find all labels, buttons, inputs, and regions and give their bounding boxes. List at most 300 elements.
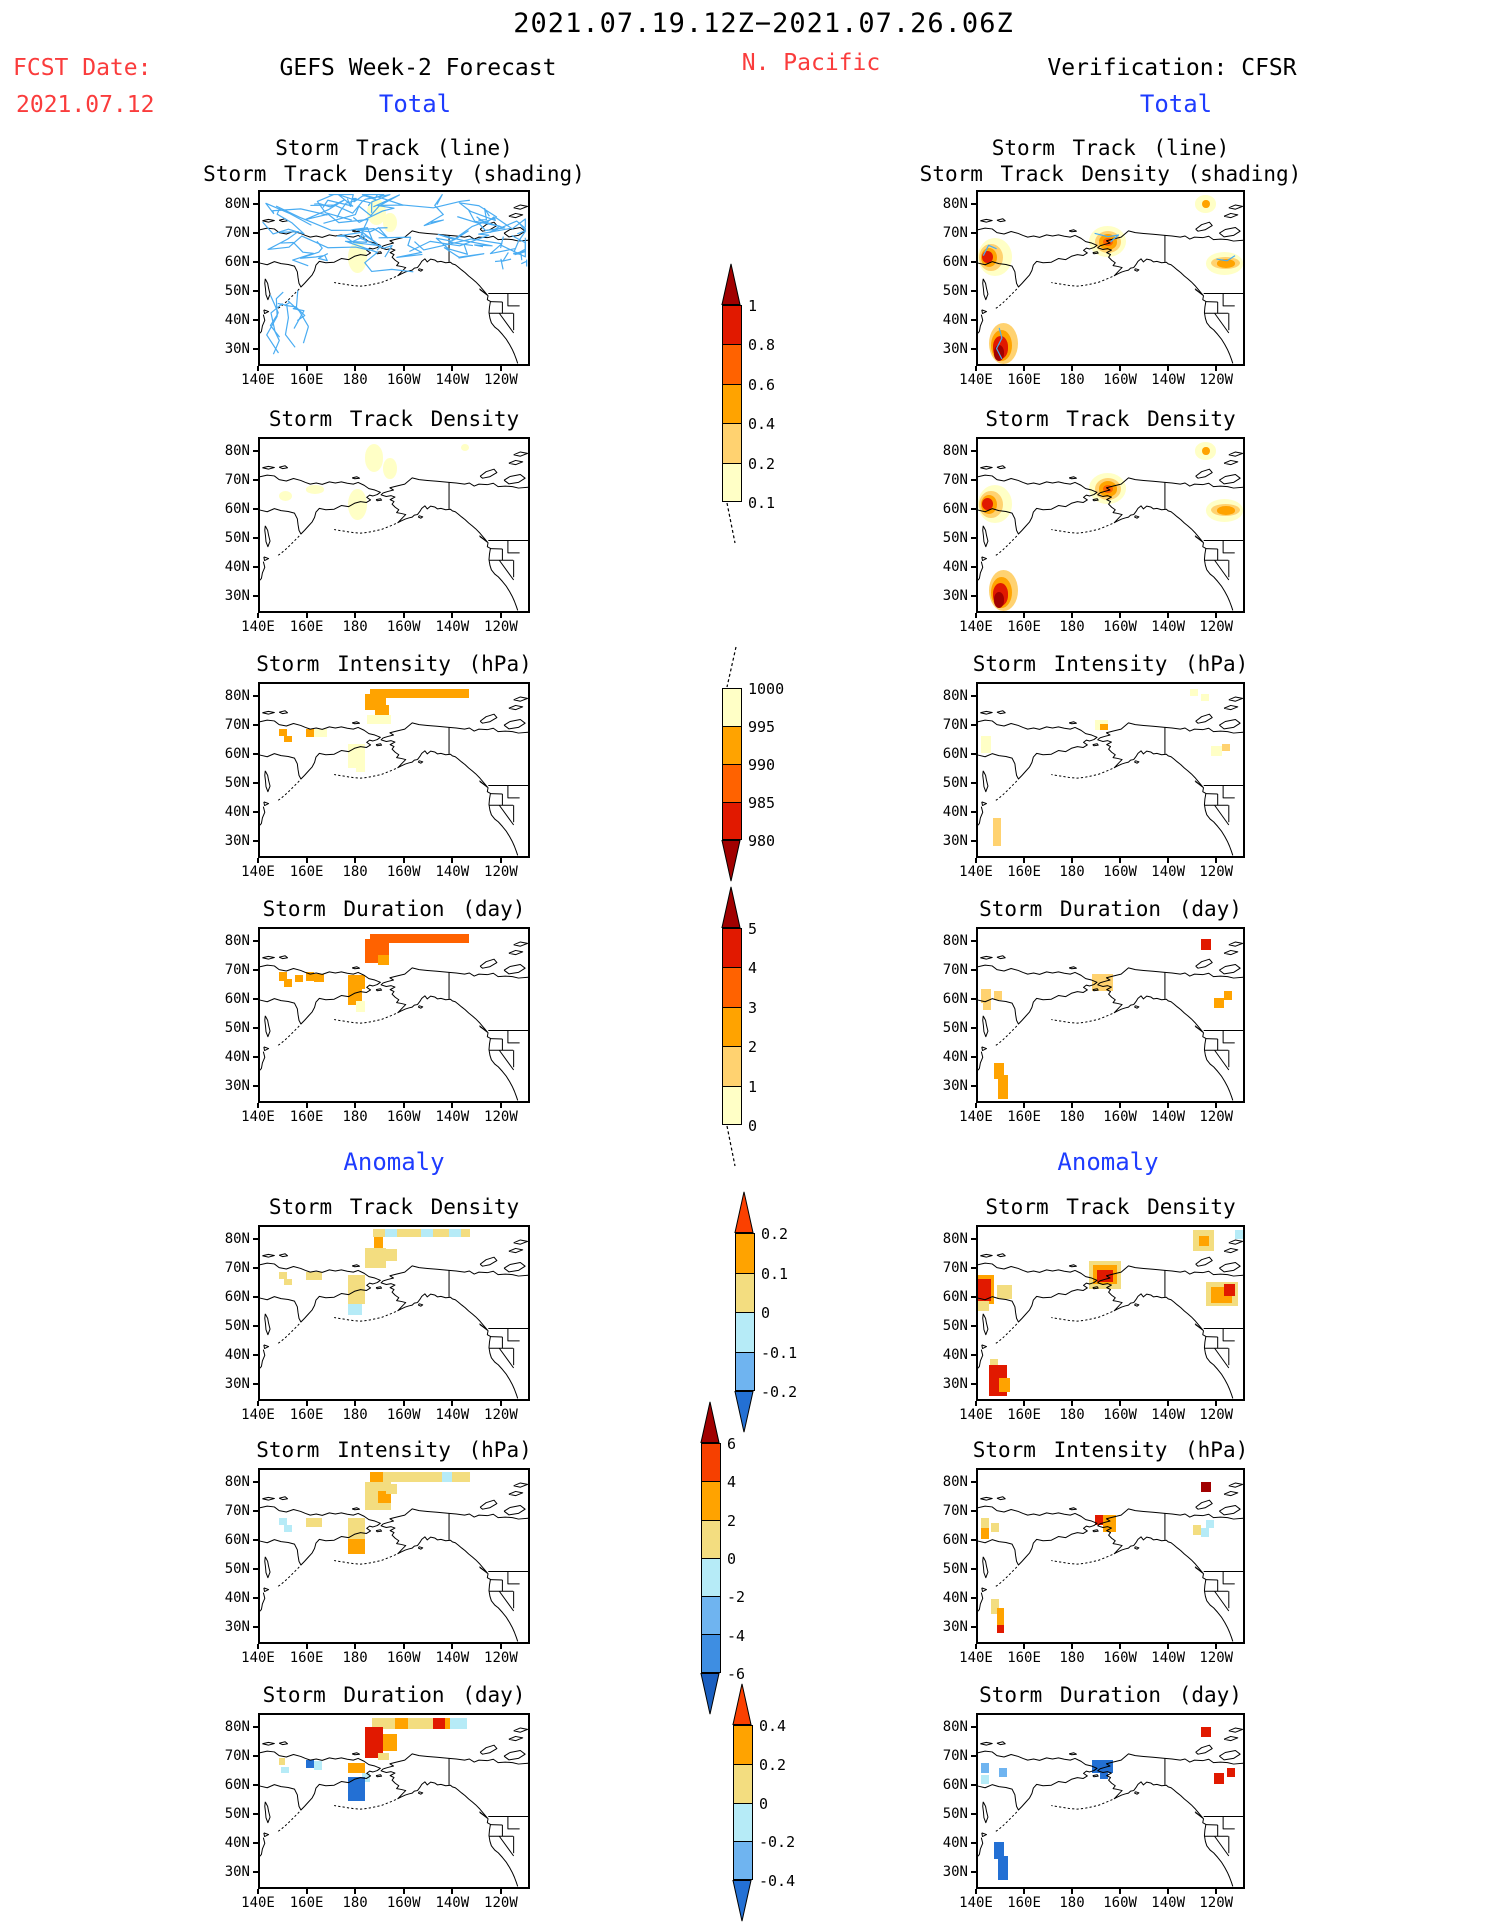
- lon-label: 160W: [386, 864, 421, 880]
- colorbar-segment: [734, 1803, 752, 1842]
- lat-tick: [971, 940, 976, 942]
- lon-tick: [1167, 613, 1169, 618]
- lon-label: 180: [342, 1109, 368, 1125]
- lon-label: 180: [342, 1407, 368, 1423]
- lon-label: 140W: [1151, 1407, 1186, 1423]
- lon-label: 140E: [241, 1895, 275, 1911]
- lat-label: 50N: [224, 1020, 250, 1036]
- model-column-title: GEFS Week-2 Forecast: [279, 55, 557, 81]
- lon-label: 160E: [1007, 372, 1041, 388]
- colorbar-storm-duration-anomaly: [733, 1725, 753, 1880]
- lat-label: 60N: [224, 1289, 250, 1306]
- colorbar-tick-label: -0.2: [761, 1383, 798, 1401]
- lon-tick: [1023, 1103, 1025, 1108]
- lon-tick: [1023, 858, 1025, 863]
- lon-tick: [1167, 858, 1169, 863]
- colorbar-tick-label: 2: [727, 1511, 737, 1530]
- lon-label: 160E: [1007, 619, 1041, 635]
- lon-label: 120W: [1199, 372, 1234, 388]
- lon-tick: [306, 613, 308, 618]
- lon-label: 180: [342, 1895, 368, 1911]
- lat-tick: [253, 1354, 258, 1356]
- lon-label: 120W: [484, 1650, 518, 1666]
- lon-tick: [975, 1401, 977, 1406]
- lon-tick: [451, 1103, 453, 1108]
- section-total-left: Total: [378, 90, 452, 118]
- lat-label: 70N: [942, 1503, 968, 1520]
- lon-label: 160E: [289, 619, 324, 635]
- fcst-date-value: 2021.07.12: [16, 92, 155, 118]
- lon-label: 160W: [1103, 372, 1137, 388]
- map-title: Storm Track Density: [268, 407, 520, 431]
- colorbar-track-density-anomaly: [735, 1233, 755, 1391]
- lon-tick: [257, 613, 259, 618]
- coastline-svg: [978, 439, 1243, 611]
- lon-label: 140W: [435, 619, 470, 635]
- lon-label: 120W: [484, 1407, 518, 1423]
- lat-tick: [971, 753, 976, 755]
- lon-tick: [1023, 366, 1025, 371]
- map-title: Storm Track Density (shading): [203, 162, 585, 186]
- lon-label: 140W: [1151, 1109, 1186, 1125]
- lon-label: 140E: [959, 1895, 993, 1911]
- lat-label: 80N: [224, 196, 250, 213]
- lat-tick: [253, 840, 258, 842]
- colorbar-segment: [723, 423, 741, 462]
- lat-tick: [253, 782, 258, 784]
- lon-label: 160E: [289, 1109, 324, 1125]
- lat-label: 80N: [224, 688, 250, 705]
- lon-tick: [1215, 1103, 1217, 1108]
- colorbar-tick-label: 995: [748, 718, 776, 736]
- lat-label: 60N: [942, 991, 968, 1008]
- colorbar-tick-label: -0.1: [761, 1343, 798, 1362]
- lon-tick: [1215, 858, 1217, 863]
- lon-tick: [1071, 1103, 1073, 1108]
- lon-label: 180: [342, 1650, 368, 1666]
- lon-label: 140E: [241, 864, 275, 880]
- lat-tick: [971, 261, 976, 263]
- lon-tick: [306, 366, 308, 371]
- lat-tick: [971, 1726, 976, 1728]
- lon-label: 140W: [435, 1650, 470, 1666]
- colorbar-tick-label: 0.2: [748, 454, 776, 473]
- lat-tick: [971, 1027, 976, 1029]
- map-frame-cfsr-duration: [976, 927, 1245, 1103]
- colorbar-segment: [723, 688, 741, 726]
- lon-tick: [975, 858, 977, 863]
- lon-label: 140W: [1151, 619, 1186, 635]
- colorbar-up-arrow: [721, 886, 741, 928]
- lat-tick: [971, 1510, 976, 1512]
- map-frame-gefs-density-anom: [258, 1225, 530, 1401]
- lon-tick: [975, 1644, 977, 1649]
- colorbar-up-arrow: [734, 1191, 754, 1233]
- lon-label: 160E: [289, 1407, 324, 1423]
- lat-label: 40N: [942, 1048, 968, 1065]
- lat-label: 50N: [942, 1020, 968, 1036]
- lat-tick: [971, 566, 976, 568]
- lat-tick: [971, 695, 976, 697]
- lon-tick: [1215, 366, 1217, 371]
- colorbar-segment: [736, 1233, 754, 1273]
- lon-tick: [975, 1103, 977, 1108]
- lat-tick: [971, 1784, 976, 1786]
- lon-label: 180: [1059, 619, 1085, 635]
- lat-tick: [971, 1085, 976, 1087]
- lat-tick: [253, 537, 258, 539]
- colorbar-taper-line: [722, 646, 740, 688]
- lon-tick: [257, 1103, 259, 1108]
- lon-tick: [1119, 1401, 1121, 1406]
- lon-tick: [451, 1889, 453, 1894]
- lon-tick: [451, 366, 453, 371]
- colorbar-tick-label: -6: [727, 1664, 746, 1683]
- map-frame-cfsr-track: [976, 190, 1245, 366]
- map-frame-cfsr-intensity: [976, 682, 1245, 858]
- lon-label: 180: [1059, 1650, 1085, 1666]
- colorbar-tick-label: 980: [748, 832, 776, 850]
- lon-tick: [1167, 1889, 1169, 1894]
- lon-tick: [403, 1889, 405, 1894]
- lat-label: 60N: [224, 501, 250, 518]
- lon-label: 140E: [959, 619, 993, 635]
- colorbar-segment: [702, 1596, 720, 1634]
- lat-label: 80N: [224, 1719, 250, 1736]
- colorbar-segment: [723, 1086, 741, 1125]
- colorbar-tick-label: 0.4: [748, 415, 776, 434]
- colorbar-segment: [723, 967, 741, 1006]
- map-frame-gefs-track: [258, 190, 530, 366]
- lon-tick: [354, 613, 356, 618]
- lon-label: 160W: [1103, 1895, 1137, 1911]
- map-title: Storm Duration (day): [979, 897, 1242, 921]
- lat-label: 80N: [224, 1231, 250, 1248]
- lat-tick: [971, 1238, 976, 1240]
- lat-tick: [971, 595, 976, 597]
- colorbar-segment: [723, 1046, 741, 1085]
- lon-label: 120W: [1199, 619, 1234, 635]
- colorbar-segment: [734, 1764, 752, 1803]
- lon-tick: [1071, 613, 1073, 618]
- lon-label: 160E: [289, 1895, 324, 1911]
- lat-label: 80N: [942, 196, 968, 213]
- lon-label: 120W: [484, 372, 518, 388]
- lon-tick: [403, 1103, 405, 1108]
- map-title: Storm Intensity (hPa): [256, 1438, 532, 1462]
- lon-label: 140W: [1151, 864, 1186, 880]
- lon-label: 160W: [1103, 1650, 1137, 1666]
- lon-tick: [975, 613, 977, 618]
- lat-label: 50N: [224, 1318, 250, 1334]
- lat-label: 40N: [224, 1346, 250, 1363]
- lon-label: 180: [342, 619, 368, 635]
- colorbar-segment: [736, 1273, 754, 1313]
- lon-label: 140E: [241, 1109, 275, 1125]
- map-title: Storm Intensity (hPa): [972, 1438, 1249, 1462]
- lat-tick: [971, 840, 976, 842]
- lon-label: 180: [1059, 372, 1085, 388]
- map-title: Storm Intensity (hPa): [256, 652, 532, 676]
- lon-tick: [354, 1401, 356, 1406]
- colorbar-down-arrow: [732, 1880, 752, 1922]
- colorbar-segment: [736, 1312, 754, 1352]
- map-title: Storm Track (line): [991, 136, 1230, 160]
- lon-tick: [500, 858, 502, 863]
- colorbar-tick-label: 4: [748, 959, 758, 978]
- lon-tick: [403, 613, 405, 618]
- colorbar-tick-label: -0.4: [759, 1872, 796, 1891]
- coastline-svg: [260, 929, 528, 1101]
- lon-label: 160E: [1007, 1407, 1041, 1423]
- lat-tick: [971, 1325, 976, 1327]
- lat-label: 50N: [942, 1318, 968, 1334]
- lat-tick: [971, 998, 976, 1000]
- lon-label: 160W: [386, 1650, 421, 1666]
- colorbar-tick-label: 6: [727, 1435, 737, 1453]
- lon-tick: [1119, 1103, 1121, 1108]
- lat-tick: [971, 1871, 976, 1873]
- lat-tick: [253, 1085, 258, 1087]
- lon-label: 160W: [1103, 1109, 1137, 1125]
- lat-tick: [971, 232, 976, 234]
- colorbar-segment: [723, 726, 741, 764]
- lat-label: 60N: [942, 1532, 968, 1549]
- map-frame-gefs-intensity: [258, 682, 530, 858]
- lon-tick: [1071, 1644, 1073, 1649]
- lon-label: 180: [342, 864, 368, 880]
- map-frame-cfsr-density: [976, 437, 1245, 613]
- lon-tick: [1119, 858, 1121, 863]
- lat-tick: [253, 940, 258, 942]
- lat-tick: [253, 319, 258, 321]
- colorbar-taper-line: [722, 502, 740, 544]
- lon-tick: [403, 858, 405, 863]
- colorbar-segment: [723, 463, 741, 502]
- storm-tracks-svg: [978, 192, 1243, 364]
- lat-tick: [253, 1325, 258, 1327]
- lat-label: 30N: [224, 587, 250, 604]
- colorbar-segment: [702, 1520, 720, 1558]
- map-title: Storm Duration (day): [262, 897, 526, 921]
- colorbar-segment: [702, 1481, 720, 1519]
- lat-tick: [253, 1568, 258, 1570]
- lat-label: 40N: [224, 1589, 250, 1606]
- lat-label: 30N: [224, 1375, 250, 1392]
- map-frame-gefs-duration: [258, 927, 530, 1103]
- lon-label: 120W: [484, 619, 518, 635]
- lat-label: 70N: [942, 1748, 968, 1765]
- lat-label: 80N: [942, 1719, 968, 1736]
- colorbar-storm-intensity-anomaly: [701, 1443, 721, 1673]
- lon-tick: [1023, 1401, 1025, 1406]
- lat-tick: [253, 595, 258, 597]
- lat-tick: [253, 1056, 258, 1058]
- colorbar-tick-label: -0.2: [759, 1833, 796, 1852]
- colorbar-tick-label: 0.1: [761, 1264, 789, 1283]
- lat-label: 70N: [224, 225, 250, 242]
- lon-tick: [354, 1644, 356, 1649]
- map-frame-cfsr-duration-anom: [976, 1713, 1245, 1889]
- lat-label: 40N: [942, 803, 968, 820]
- lat-tick: [253, 1597, 258, 1599]
- colorbar-up-arrow: [700, 1401, 720, 1443]
- colorbar-track-density: [722, 305, 742, 502]
- colorbar-tick-label: 0: [748, 1117, 758, 1135]
- lon-tick: [1215, 1889, 1217, 1894]
- lat-label: 60N: [224, 1532, 250, 1549]
- lat-tick: [253, 724, 258, 726]
- lat-label: 30N: [942, 1077, 968, 1094]
- map-frame-cfsr-intensity-anom: [976, 1468, 1245, 1644]
- lon-tick: [403, 1644, 405, 1649]
- lat-label: 70N: [942, 225, 968, 242]
- colorbar-tick-label: 0.6: [748, 375, 776, 394]
- lon-tick: [403, 366, 405, 371]
- lon-tick: [306, 1644, 308, 1649]
- lon-label: 160W: [386, 1895, 421, 1911]
- lon-tick: [451, 613, 453, 618]
- lon-tick: [354, 858, 356, 863]
- lat-tick: [253, 753, 258, 755]
- lon-tick: [1071, 366, 1073, 371]
- lon-label: 140E: [959, 372, 993, 388]
- colorbar-tick-label: 0.2: [761, 1225, 789, 1243]
- lat-label: 60N: [224, 746, 250, 763]
- lat-label: 50N: [224, 283, 250, 299]
- lat-label: 70N: [224, 472, 250, 489]
- lon-tick: [1071, 1889, 1073, 1894]
- lat-label: 30N: [942, 1375, 968, 1392]
- colorbar-up-arrow: [732, 1683, 752, 1725]
- lon-label: 180: [1059, 1895, 1085, 1911]
- lon-label: 140W: [1151, 1895, 1186, 1911]
- lon-label: 140E: [241, 372, 275, 388]
- lon-tick: [500, 1103, 502, 1108]
- lat-label: 60N: [942, 1289, 968, 1306]
- lon-tick: [500, 1889, 502, 1894]
- colorbar-down-arrow: [721, 840, 741, 882]
- lon-tick: [354, 366, 356, 371]
- colorbar-segment: [736, 1352, 754, 1392]
- lat-tick: [971, 1354, 976, 1356]
- lon-tick: [1167, 1401, 1169, 1406]
- lon-tick: [354, 1103, 356, 1108]
- lon-tick: [1167, 1644, 1169, 1649]
- coastline-svg: [260, 1470, 528, 1642]
- lat-tick: [971, 724, 976, 726]
- lon-label: 140E: [241, 1650, 275, 1666]
- lat-tick: [253, 232, 258, 234]
- lon-label: 140W: [1151, 372, 1186, 388]
- lat-tick: [253, 1296, 258, 1298]
- lat-label: 50N: [942, 283, 968, 299]
- colorbar-tick-label: 0.8: [748, 336, 776, 355]
- lat-tick: [253, 998, 258, 1000]
- lat-label: 40N: [224, 311, 250, 328]
- coastline-svg: [978, 929, 1243, 1101]
- lon-label: 120W: [484, 1109, 518, 1125]
- map-title: Storm Intensity (hPa): [972, 652, 1249, 676]
- lon-label: 160E: [1007, 1109, 1041, 1125]
- lon-tick: [500, 1401, 502, 1406]
- map-title: Storm Track (line): [275, 136, 513, 160]
- lat-label: 70N: [942, 1260, 968, 1277]
- lat-label: 80N: [224, 1474, 250, 1491]
- lon-label: 180: [1059, 864, 1085, 880]
- lat-tick: [971, 1383, 976, 1385]
- lon-label: 160W: [1103, 1407, 1137, 1423]
- lon-label: 180: [1059, 1407, 1085, 1423]
- lon-label: 160W: [386, 1407, 421, 1423]
- section-total-right: Total: [1139, 90, 1213, 118]
- lat-tick: [253, 450, 258, 452]
- lat-label: 50N: [224, 530, 250, 546]
- colorbar-down-arrow: [734, 1391, 754, 1433]
- lon-label: 160W: [1103, 864, 1137, 880]
- colorbar-tick-label: 990: [748, 756, 776, 774]
- map-title: Storm Track Density: [268, 1195, 520, 1219]
- lat-label: 50N: [942, 1806, 968, 1822]
- verification-column-title: Verification: CFSR: [1047, 55, 1297, 81]
- lon-label: 140E: [241, 619, 275, 635]
- lon-label: 160W: [386, 1109, 421, 1125]
- coastline-svg: [260, 1227, 528, 1399]
- map-frame-gefs-duration-anom: [258, 1713, 530, 1889]
- lon-tick: [257, 1889, 259, 1894]
- lon-label: 140W: [435, 372, 470, 388]
- lat-label: 30N: [942, 1618, 968, 1635]
- lon-label: 140W: [435, 1895, 470, 1911]
- lat-label: 70N: [224, 1503, 250, 1520]
- lon-label: 160E: [289, 372, 324, 388]
- lat-tick: [253, 1626, 258, 1628]
- lat-tick: [971, 1568, 976, 1570]
- lon-tick: [403, 1401, 405, 1406]
- map-frame-gefs-density: [258, 437, 530, 613]
- lat-tick: [971, 450, 976, 452]
- map-frame-gefs-intensity-anom: [258, 1468, 530, 1644]
- lon-tick: [1119, 613, 1121, 618]
- lat-tick: [253, 1726, 258, 1728]
- lon-label: 120W: [484, 864, 518, 880]
- lat-label: 70N: [224, 717, 250, 734]
- lat-tick: [971, 508, 976, 510]
- lon-tick: [1071, 1401, 1073, 1406]
- lat-tick: [253, 1510, 258, 1512]
- lon-label: 160W: [386, 372, 421, 388]
- lon-label: 160E: [289, 864, 324, 880]
- lon-tick: [451, 858, 453, 863]
- lon-tick: [257, 1401, 259, 1406]
- lon-tick: [1023, 1889, 1025, 1894]
- lat-tick: [971, 969, 976, 971]
- colorbar-segment: [723, 928, 741, 967]
- lon-tick: [1023, 1644, 1025, 1649]
- colorbar-tick-label: 1: [748, 297, 758, 315]
- colorbar-taper-line: [722, 1125, 740, 1167]
- section-anomaly-left: Anomaly: [343, 1148, 445, 1176]
- lat-label: 80N: [224, 933, 250, 950]
- lon-tick: [451, 1644, 453, 1649]
- colorbar-tick-label: 0.2: [759, 1755, 787, 1774]
- lat-label: 60N: [224, 991, 250, 1008]
- colorbar-storm-duration: [722, 928, 742, 1125]
- colorbar-tick-label: 2: [748, 1038, 758, 1057]
- lat-label: 70N: [224, 962, 250, 979]
- lat-tick: [253, 508, 258, 510]
- colorbar-tick-label: -2: [727, 1588, 746, 1607]
